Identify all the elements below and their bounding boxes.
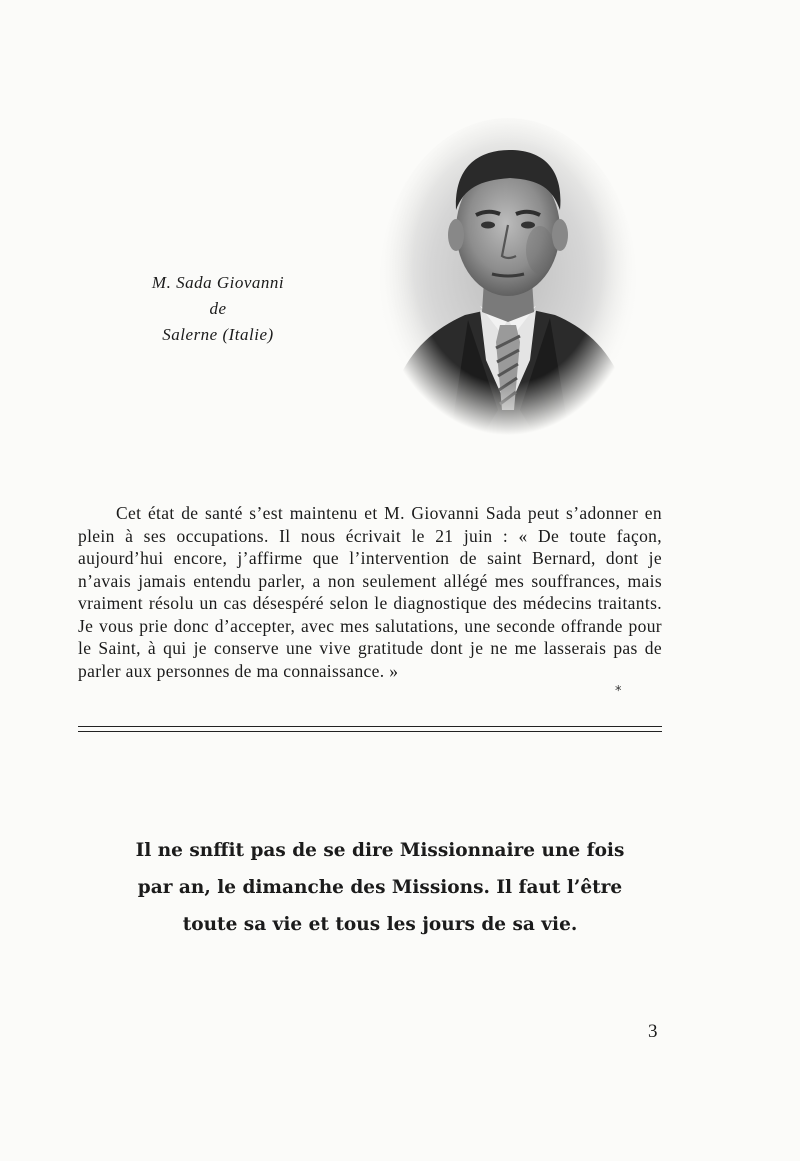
page-number: 3 <box>648 1021 658 1042</box>
caption-place: Salerne (Italie) <box>162 325 274 344</box>
maxim-line-1: Il ne snffit pas de se dire Missionnaire une fois <box>135 840 625 861</box>
divider-rule-top <box>78 726 662 727</box>
maxim-quote <box>100 832 660 943</box>
maxim-line-2: par an, le dimanche des Missions. Il faut l’être <box>137 877 623 898</box>
testimony-text <box>78 502 662 682</box>
caption-name: M. Sada Giovanni <box>151 273 285 292</box>
testimony-paragraph: Cet état de santé s’est maintenu et M. Giovanni Sada peut s’adonner en plein à ses occupations. Il nous écrivait le 21 juin : « De toute façon, aujourd’hui encore, j’affirme que l’intervention de saint Bernard, dont je n’avais jamais entendu parler, a non seulement allégé mes souffrances, mais vraiment résolu un cas désespéré selon le diagnostique des médecins traitants. Je vous prie donc d’accepter, avec mes salutations, une seconde offrande pour le Saint, à qui je conserve une vive gratitude dont je ne me lasserais pas de parler aux personnes de ma connaissance. » <box>78 503 662 681</box>
asterisk-ornament: * <box>615 684 622 699</box>
portrait-caption <box>118 270 318 348</box>
portrait-photo <box>380 110 640 440</box>
caption-preposition: de <box>209 299 227 318</box>
maxim-line-3: toute sa vie et tous les jours de sa vie. <box>182 914 578 935</box>
divider-rule-bottom <box>78 731 662 732</box>
